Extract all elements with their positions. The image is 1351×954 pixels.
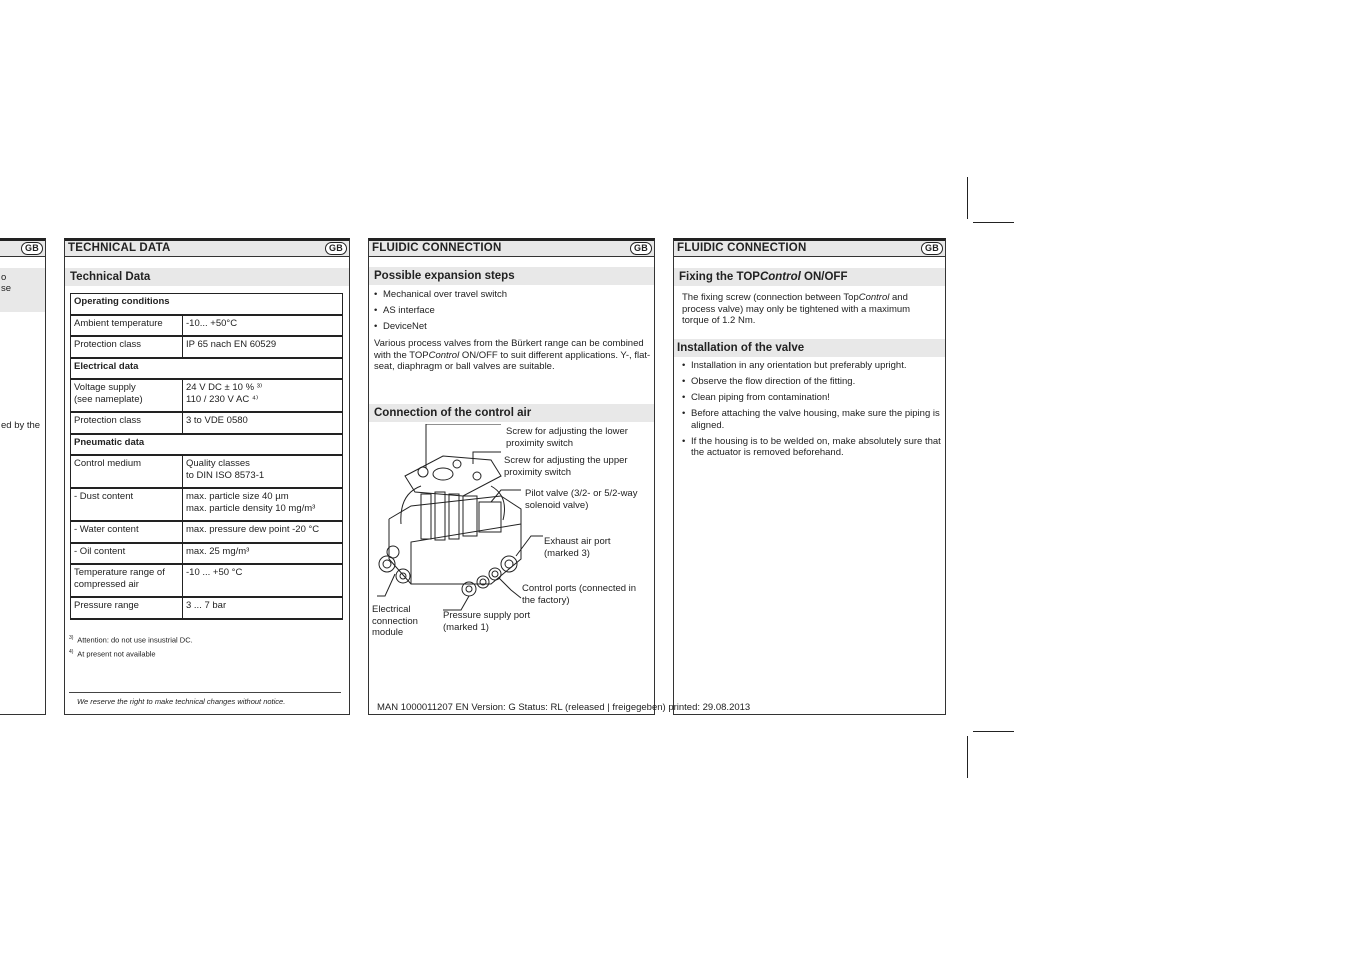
label-electrical-module: Electrical connection module — [372, 604, 418, 638]
fluidic-connection-panel-1 — [368, 238, 655, 715]
label-pilot-valve: Pilot valve (3/2- or 5/2-way solenoid valve) — [525, 488, 638, 511]
partial-left-panel — [0, 238, 46, 715]
partial-panel-header — [0, 241, 45, 257]
table-cell-label: Voltage supply (see nameplate) — [71, 379, 183, 412]
crop-mark-top-vertical — [967, 177, 968, 219]
table-row — [71, 564, 343, 597]
section-title-fixing: Fixing the TOPControl ON/OFF — [674, 268, 945, 286]
table-cell-value: Quality classes to DIN ISO 8573-1 — [183, 455, 343, 488]
label-control-ports: Control ports (connected in the factory) — [522, 583, 637, 606]
expansion-list — [374, 289, 652, 337]
list-item: • If the housing is to be welded on, make absolutely sure that the actuator is removed beforehand. — [682, 436, 944, 459]
table-group-title: Electrical data — [71, 358, 343, 380]
table-group-header — [71, 358, 343, 380]
label-pressure-supply: Pressure supply port (marked 1) — [443, 610, 531, 633]
table-cell-label: Protection class — [71, 336, 183, 358]
table-row — [71, 379, 343, 412]
table-cell-label: Pressure range — [71, 597, 183, 619]
table-cell-label: Protection class — [71, 412, 183, 434]
label-exhaust-port: Exhaust air port (marked 3) — [544, 536, 611, 559]
fluidic-connection-panel-2 — [673, 238, 946, 715]
panel-header — [674, 241, 945, 257]
panel-title: TECHNICAL DATA — [68, 242, 171, 254]
technical-data-panel — [64, 238, 350, 715]
table-group-title: Pneumatic data — [71, 434, 343, 456]
table-cell-label: Ambient temperature — [71, 315, 183, 337]
list-item: • Observe the flow direction of the fitting. — [682, 376, 944, 388]
table-cell-value: max. pressure dew point -20 °C — [183, 521, 343, 543]
table-group-header — [71, 434, 343, 456]
technical-data-table — [70, 293, 343, 620]
changes-notice: We reserve the right to make technical changes without notice. — [77, 697, 286, 706]
partial-text-2: se — [1, 283, 12, 294]
label-screw-lower: Screw for adjusting the lower proximity switch — [506, 426, 628, 449]
gb-badge: GB — [325, 242, 347, 255]
list-item: • AS interface — [374, 305, 652, 317]
table-row — [71, 336, 343, 358]
table-cell-value: 24 V DC ± 10 % ³⁾ 110 / 230 V AC ⁴⁾ — [183, 379, 343, 412]
table-row — [71, 543, 343, 565]
gb-badge: GB — [21, 242, 43, 255]
expansion-paragraph: Various process valves from the Bürkert range can be combined with the TOPControl ON/OFF to suit different applications. Y-, flat-seat, diaphragm or ball valves are suitable. — [374, 338, 651, 372]
list-item: • Mechanical over travel switch — [374, 289, 652, 301]
footnote-3: $^{3)}$ Attention: do not use insustrial DC. — [69, 635, 193, 645]
list-item: • Clean piping from contamination! — [682, 392, 944, 404]
panel-title: FLUIDIC CONNECTION — [372, 242, 502, 254]
table-row — [71, 455, 343, 488]
list-item: • Installation in any orientation but preferably upright. — [682, 360, 944, 372]
section-title-expansion-steps: Possible expansion steps — [369, 267, 654, 285]
section-title-technical-data: Technical Data — [65, 268, 349, 286]
fixing-paragraph: The fixing screw (connection between TopControl and process valve) may only be tightened with a maximum torque of 1.2 Nm. — [682, 292, 911, 326]
table-cell-value: 3 to VDE 0580 — [183, 412, 343, 434]
crop-mark-bottom-vertical — [967, 736, 968, 778]
gb-badge: GB — [630, 242, 652, 255]
table-row — [71, 597, 343, 619]
table-row — [71, 412, 343, 434]
table-cell-label: - Dust content — [71, 488, 183, 521]
section-title-installation: Installation of the valve — [674, 339, 945, 357]
table-cell-value: max. particle size 40 µm max. particle density 10 mg/m³ — [183, 488, 343, 521]
table-cell-label: Control medium — [71, 455, 183, 488]
panel-title: FLUIDIC CONNECTION — [677, 242, 807, 254]
crop-mark-bottom-horizontal — [973, 731, 1014, 732]
table-cell-label: Temperature range of compressed air — [71, 564, 183, 597]
table-cell-value: max. 25 mg/m³ — [183, 543, 343, 565]
partial-text-3: ed by the — [1, 420, 41, 431]
table-group-header — [71, 294, 343, 315]
table-cell-value: 3 ... 7 bar — [183, 597, 343, 619]
panel-header — [369, 241, 654, 257]
footnote-4: $^{4)}$ At present not available — [69, 649, 156, 659]
partial-text-1: o — [1, 272, 7, 283]
section-title-control-air: Connection of the control air — [369, 404, 654, 422]
table-cell-value: IP 65 nach EN 60529 — [183, 336, 343, 358]
table-group-title: Operating conditions — [71, 294, 343, 315]
table-cell-label: - Water content — [71, 521, 183, 543]
table-row — [71, 521, 343, 543]
table-cell-label: - Oil content — [71, 543, 183, 565]
table-cell-value: -10 ... +50 °C — [183, 564, 343, 597]
crop-mark-top-horizontal — [973, 222, 1014, 223]
table-cell-value: -10... +50°C — [183, 315, 343, 337]
table-row — [71, 488, 343, 521]
gb-badge: GB — [921, 242, 943, 255]
list-item: • Before attaching the valve housing, make sure the piping is aligned. — [682, 408, 944, 431]
document-footer: MAN 1000011207 EN Version: G Status: RL (released | freigegeben) printed: 29.08.2013 — [377, 702, 751, 713]
panel-header — [65, 241, 349, 257]
table-row — [71, 315, 343, 337]
label-screw-upper: Screw for adjusting the upper proximity switch — [504, 455, 628, 478]
list-item: • DeviceNet — [374, 321, 652, 333]
installation-list — [682, 360, 944, 463]
notice-divider — [69, 692, 341, 693]
